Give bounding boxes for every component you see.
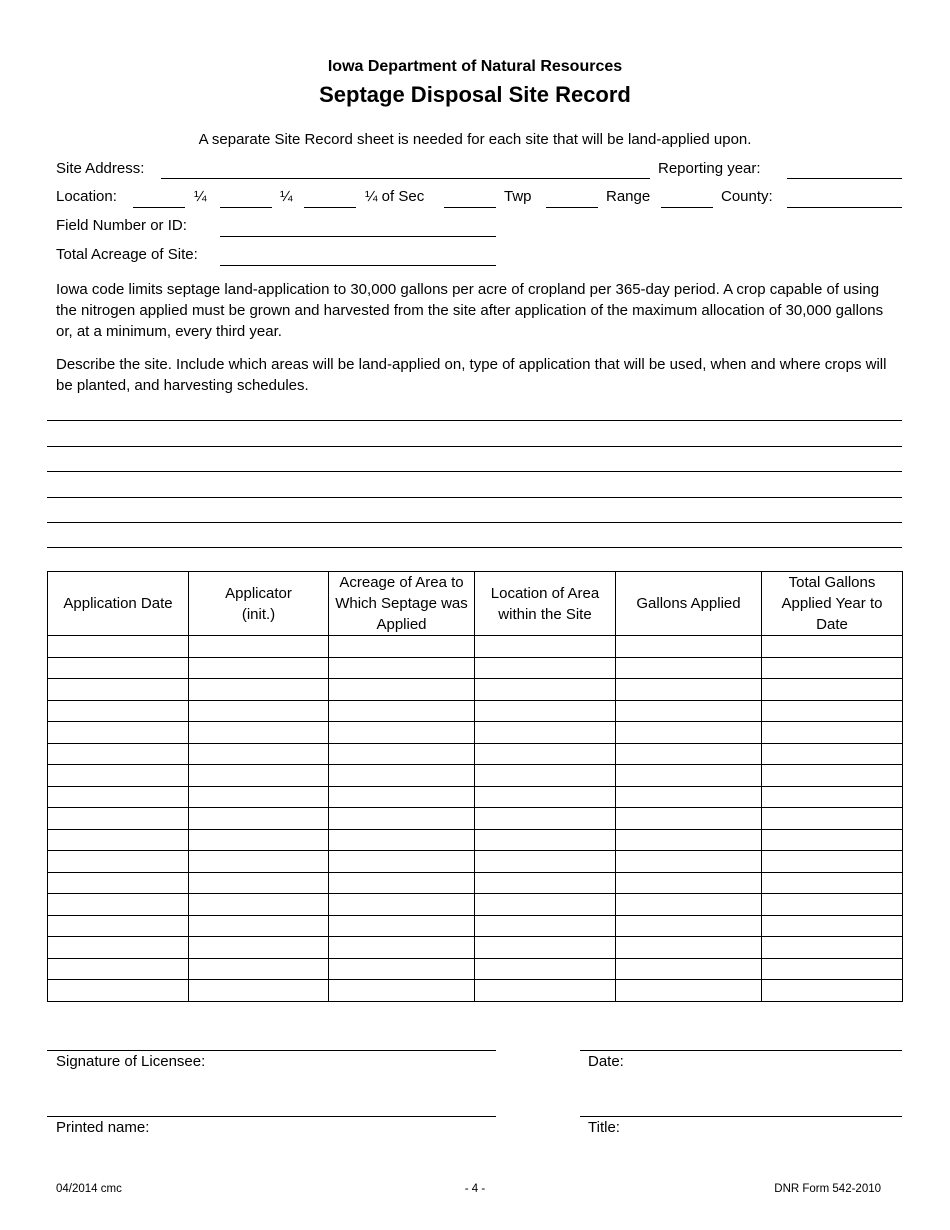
table-cell[interactable] [616,636,762,658]
table-cell[interactable] [762,958,903,980]
table-cell[interactable] [475,765,616,787]
table-cell[interactable] [329,851,475,873]
table-cell[interactable] [762,872,903,894]
table-cell[interactable] [48,786,189,808]
table-cell[interactable] [762,700,903,722]
column-header-applicator: Applicator (init.) [189,572,329,636]
quarter-2-label: ¼ [280,188,293,205]
table-cell[interactable] [475,958,616,980]
table-cell[interactable] [475,980,616,1002]
table-cell[interactable] [189,915,329,937]
table-row [48,636,903,658]
table-cell[interactable] [329,872,475,894]
table-cell[interactable] [475,743,616,765]
licensee-signature-line[interactable] [47,1050,496,1051]
table-cell[interactable] [762,765,903,787]
table-cell[interactable] [48,829,189,851]
table-cell[interactable] [762,722,903,744]
table-cell[interactable] [48,915,189,937]
table-cell[interactable] [329,636,475,658]
description-line[interactable] [47,446,902,447]
twp-label: Twp [504,188,532,205]
table-cell[interactable] [189,980,329,1002]
title-line[interactable] [580,1116,902,1117]
quarter-1-label: ¼ [194,188,207,205]
table-cell[interactable] [189,636,329,658]
table-cell[interactable] [475,722,616,744]
table-cell[interactable] [48,894,189,916]
application-log-table [47,571,903,1002]
table-cell[interactable] [475,700,616,722]
table-row [48,872,903,894]
table-cell[interactable] [616,679,762,701]
column-header-acreage: Acreage of Area to Which Septage was Applied [329,572,475,636]
table-cell[interactable] [762,657,903,679]
reporting-year-input-line[interactable] [787,178,902,179]
table-cell[interactable] [616,743,762,765]
table-cell[interactable] [475,657,616,679]
table-row [48,937,903,959]
table-cell[interactable] [329,915,475,937]
table-cell[interactable] [762,915,903,937]
section-input-line[interactable] [444,207,496,208]
table-cell[interactable] [762,937,903,959]
quarter-of-sec-label: ¼ of Sec [365,188,425,205]
table-row [48,765,903,787]
table-cell[interactable] [189,743,329,765]
table-cell[interactable] [616,829,762,851]
table-cell[interactable] [475,915,616,937]
table-cell[interactable] [189,722,329,744]
table-row [48,851,903,873]
table-cell[interactable] [616,980,762,1002]
total-acreage-input-line[interactable] [220,265,496,266]
table-cell[interactable] [329,722,475,744]
table-cell[interactable] [48,808,189,830]
table-cell[interactable] [762,980,903,1002]
table-cell[interactable] [189,937,329,959]
table-cell[interactable] [616,700,762,722]
table-row [48,829,903,851]
department-name: Iowa Department of Natural Resources [327,58,623,75]
table-cell[interactable] [762,808,903,830]
column-header-total-gallons: Total Gallons Applied Year to Date [762,572,903,636]
table-cell[interactable] [762,851,903,873]
table-cell[interactable] [762,829,903,851]
table-cell[interactable] [616,937,762,959]
quarter-1-input-line[interactable] [133,207,185,208]
table-row [48,722,903,744]
table-cell[interactable] [329,937,475,959]
table-cell[interactable] [475,937,616,959]
date-label: Date: [588,1053,624,1070]
description-line[interactable] [47,547,902,548]
table-cell[interactable] [616,915,762,937]
table-cell[interactable] [329,980,475,1002]
table-cell[interactable] [48,722,189,744]
description-line[interactable] [47,420,902,421]
table-row [48,808,903,830]
printed-name-line[interactable] [47,1116,496,1117]
column-header-location: Location of Area within the Site [475,572,616,636]
table-cell[interactable] [189,894,329,916]
description-line[interactable] [47,522,902,523]
table-cell[interactable] [48,636,189,658]
site-address-input-line[interactable] [161,178,650,179]
table-row [48,700,903,722]
field-number-label: Field Number or ID: [56,217,187,234]
table-cell[interactable] [475,808,616,830]
table-row [48,958,903,980]
table-cell[interactable] [329,743,475,765]
table-cell[interactable] [189,765,329,787]
table-cell[interactable] [616,657,762,679]
table-cell[interactable] [189,872,329,894]
table-cell[interactable] [762,636,903,658]
table-cell[interactable] [189,808,329,830]
table-cell[interactable] [475,679,616,701]
column-header-gallons-applied: Gallons Applied [616,572,762,636]
quarter-section-input-line[interactable] [304,207,356,208]
column-header-application-date: Application Date [48,572,189,636]
range-label: Range [606,188,651,205]
table-header-row [48,572,903,636]
table-cell[interactable] [616,872,762,894]
county-label: County: [721,188,773,205]
table-cell[interactable] [329,894,475,916]
table-cell[interactable] [48,851,189,873]
table-cell[interactable] [189,679,329,701]
date-line[interactable] [580,1050,902,1051]
table-cell[interactable] [48,765,189,787]
site-address-label: Site Address: [56,160,145,177]
footer-page-number: - 4 - [464,1183,486,1195]
table-cell[interactable] [48,937,189,959]
table-cell[interactable] [189,700,329,722]
table-cell[interactable] [329,808,475,830]
table-cell[interactable] [189,958,329,980]
reporting-year-label: Reporting year: [658,160,761,177]
description-line[interactable] [47,497,902,498]
table-row [48,657,903,679]
table-cell[interactable] [616,765,762,787]
table-cell[interactable] [48,872,189,894]
table-cell[interactable] [762,786,903,808]
printed-name-label: Printed name: [56,1119,150,1136]
twp-input-line[interactable] [546,207,598,208]
iowa-code-paragraph: Iowa code limits septage land-application to 30,000 gallons per acre of cropland per 365-day period. A crop capable of using the nitrogen applied must be grown and harvested from the site after application of the maximum allocation of 30,000 gallons or, at a minimum, every third year. [56,281,884,340]
table-cell[interactable] [616,808,762,830]
table-cell[interactable] [48,700,189,722]
description-line[interactable] [47,471,902,472]
table-cell[interactable] [329,679,475,701]
table-row [48,743,903,765]
table-cell[interactable] [475,636,616,658]
table-cell[interactable] [762,743,903,765]
table-cell[interactable] [48,679,189,701]
table-cell[interactable] [762,894,903,916]
table-cell[interactable] [475,851,616,873]
table-cell[interactable] [48,980,189,1002]
table-cell[interactable] [48,743,189,765]
table-cell[interactable] [616,958,762,980]
table-cell[interactable] [616,894,762,916]
table-cell[interactable] [329,829,475,851]
table-row [48,915,903,937]
table-body [48,636,903,1002]
table-cell[interactable] [189,851,329,873]
table-cell[interactable] [616,722,762,744]
county-input-line[interactable] [787,207,902,208]
location-label: Location: [56,188,117,205]
site-record-note: A separate Site Record sheet is needed for each site that will be land-applied upon. [198,131,752,148]
table-cell[interactable] [329,786,475,808]
table-cell[interactable] [329,765,475,787]
quarter-2-input-line[interactable] [220,207,272,208]
table-row [48,786,903,808]
table-cell[interactable] [189,657,329,679]
footer-form-number: DNR Form 542-2010 [774,1183,881,1195]
table-cell[interactable] [329,958,475,980]
table-cell[interactable] [48,958,189,980]
table-cell[interactable] [189,786,329,808]
table-row [48,980,903,1002]
table-cell[interactable] [48,657,189,679]
page-title: Septage Disposal Site Record [319,82,631,107]
table-cell[interactable] [616,851,762,873]
footer-revision: 04/2014 cmc [56,1183,122,1195]
licensee-signature-label: Signature of Licensee: [56,1053,206,1070]
table-cell[interactable] [762,679,903,701]
table-cell[interactable] [475,829,616,851]
table-cell[interactable] [475,786,616,808]
table-cell[interactable] [616,786,762,808]
table-row [48,679,903,701]
title-label: Title: [588,1119,620,1136]
table-cell[interactable] [475,894,616,916]
table-cell[interactable] [475,872,616,894]
table-cell[interactable] [329,657,475,679]
total-acreage-label: Total Acreage of Site: [56,246,198,263]
range-input-line[interactable] [661,207,713,208]
table-cell[interactable] [189,829,329,851]
describe-site-paragraph: Describe the site. Include which areas will be land-applied on, type of application that will be used, when and where crops will be planted, and harvesting schedules. [56,356,887,394]
field-number-input-line[interactable] [220,236,496,237]
table-row [48,894,903,916]
table-cell[interactable] [329,700,475,722]
